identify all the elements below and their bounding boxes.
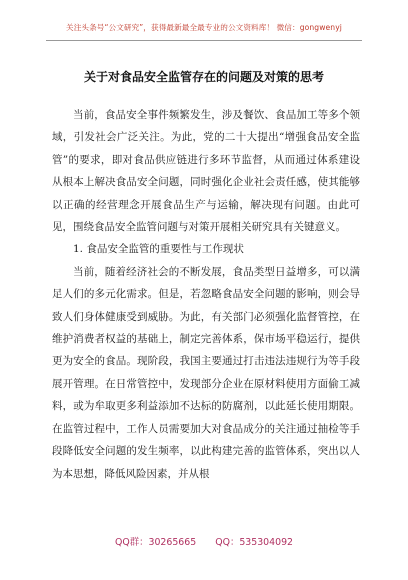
section-paragraph: 当前，随着经济社会的不断发展，食品类型日益增多，可以满足人们的多元化需求。但是，若忽略食品安全问题的影响，则会导致人们身体健康受到威胁。为此，有关部门必须强化监督管控，在维护消费者权益的基础上，制定完善体系，保市场平稳运行，提供更为安全的食品。现阶段，我国主要通过打击违法违规行为等手段展开管理。在日常管控中，发现部分企业在原材料使用方面偷工减料，或为牟取更多利益添加不达标的防腐剂，以此延长使用期限。在监管过程中，工作人员需要加大对食品成分的关注通过抽检等手段降低安全问题的发生频率，以此构建完善的监管体系，突出以人为本思想，降低风险因素，并从根 (52, 265, 360, 480)
document-body (52, 104, 360, 485)
footer-qq: QQ：535304092 (215, 537, 294, 548)
intro-paragraph: 当前，食品安全事件频繁发生，涉及餐饮、食品加工等多个领域，引发社会广泛关注。为此，党的二十大提出“增强食品安全监管”的要求，即对食品供应链进行多环节监督，从而通过体系建设从根本上解决食品安全问题，同时强化企业社会责任感，使其能够以正确的经营理念开展食品生产与运输，解决现有问题。由此可见，围绕食品安全监管问题与对策开展相关研究具有关键意义。 (52, 109, 360, 234)
section-heading: 1. 食品安全监管的重要性与工作现状 (73, 243, 244, 256)
document-title: 关于对食品安全监管存在的问题及对策的思考 (83, 70, 324, 84)
header-divider (46, 40, 362, 41)
footer-contact (0, 534, 408, 548)
footer-qq-group: QQ群：30265665 (114, 537, 197, 548)
header-banner: 关注头条号“公文研究”，获得最新最全最专业的公文资料库！ 微信：gongwenyj (66, 23, 342, 32)
